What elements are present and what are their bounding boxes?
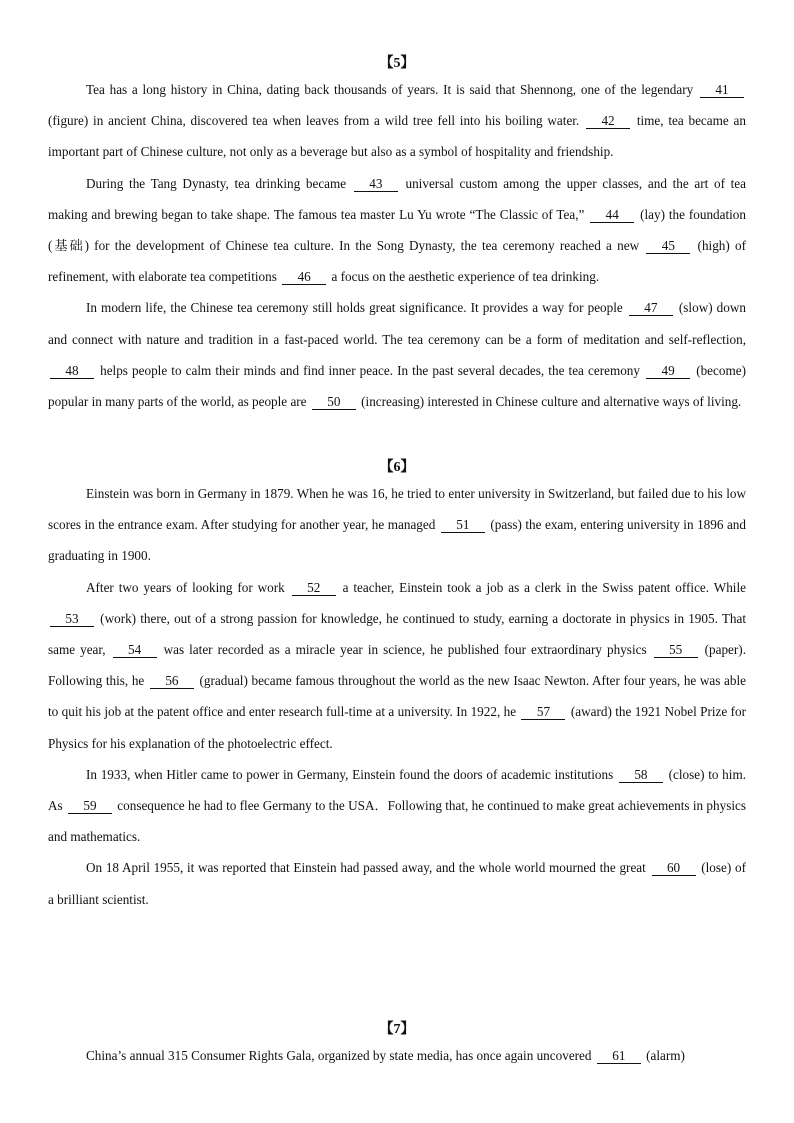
answer-blank-45[interactable]: 45 <box>646 238 690 254</box>
answer-blank-56[interactable]: 56 <box>150 673 194 689</box>
answer-blank-42[interactable]: 42 <box>586 113 630 129</box>
answer-blank-47[interactable]: 47 <box>629 300 673 316</box>
answer-blank-59[interactable]: 59 <box>68 798 112 814</box>
answer-blank-61[interactable]: 61 <box>597 1048 641 1064</box>
text-run: (award) the 1921 Nobel Prize for Physics for his explanation of the photoelectric effect. <box>48 704 746 751</box>
paragraph <box>48 759 746 853</box>
paragraph <box>48 572 746 759</box>
text-run: time, tea became an important part of Chinese culture, not only as a beverage but also as a symbol of hospitality and friendship. <box>48 113 746 160</box>
text-run: (lose) of a brilliant scientist. <box>48 860 746 907</box>
text-run: Einstein was born in Germany in 1879. When he was 16, he tried to enter university in Switzerland, but failed due to his low scores in the entrance exam. After studying for another year, he managed <box>48 486 746 533</box>
text-run: a focus on the aesthetic experience of tea drinking. <box>328 269 600 285</box>
paragraph <box>48 74 746 168</box>
text-run: (increasing) interested in Chinese culture and alternative ways of living. <box>357 394 742 410</box>
text-run: (close) to him. As <box>48 766 746 814</box>
passage-7 <box>48 1020 746 1071</box>
text-run: During the Tang Dynasty, tea drinking became <box>86 175 352 191</box>
passage-body <box>48 1040 746 1071</box>
paragraph <box>48 292 746 417</box>
text-run: (work) there, out of a strong passion for knowledge, he continued to study, earning a doctorate in physics in 1905. That same year, <box>48 610 746 658</box>
text-run: universal custom among the upper classes, and the art of tea making and brewing began to take shape. The famous tea master Lu Yu wrote “The Classic of Tea,” <box>48 175 747 222</box>
answer-blank-44[interactable]: 44 <box>590 207 634 223</box>
passage-body <box>48 478 746 915</box>
section-heading: 【5】 <box>379 56 415 71</box>
text-run: (slow) down and connect with nature and tradition in a fast-paced world. The tea ceremony can be a form of meditation and self-reflection, <box>48 300 746 347</box>
text-run: (figure) in ancient China, discovered tea when leaves from a wild tree fell into his boiling water. <box>48 113 585 129</box>
passage-5 <box>48 54 746 417</box>
section-heading: 【6】 <box>379 460 415 475</box>
paragraph <box>48 478 746 572</box>
text-run: consequence he had to flee Germany to the USA．Following that, he continued to make great achievements in physics and mathematics. <box>48 798 746 845</box>
answer-blank-49[interactable]: 49 <box>646 363 690 379</box>
answer-blank-58[interactable]: 58 <box>619 767 663 783</box>
paragraph <box>48 168 746 293</box>
text-run: In modern life, the Chinese tea ceremony still holds great significance. It provides a way for people <box>86 300 627 316</box>
answer-blank-54[interactable]: 54 <box>113 642 157 658</box>
answer-blank-51[interactable]: 51 <box>441 517 485 533</box>
answer-blank-60[interactable]: 60 <box>652 860 696 876</box>
text-run: helps people to calm their minds and find inner peace. In the past several decades, the tea ceremony <box>96 362 645 378</box>
text-run: a teacher, Einstein took a job as a clerk in the Swiss patent office. While <box>337 579 746 595</box>
answer-blank-48[interactable]: 48 <box>50 363 94 379</box>
answer-blank-55[interactable]: 55 <box>654 642 698 658</box>
text-run: was later recorded as a miracle year in science, he published four extraordinary physics <box>158 642 652 658</box>
answer-blank-46[interactable]: 46 <box>282 269 326 285</box>
section-heading: 【7】 <box>379 1022 415 1037</box>
answer-blank-57[interactable]: 57 <box>521 704 565 720</box>
answer-blank-50[interactable]: 50 <box>312 394 356 410</box>
answer-blank-52[interactable]: 52 <box>292 580 336 596</box>
text-run: After two years of looking for work <box>86 579 290 595</box>
text-run: On 18 April 1955, it was reported that Einstein had passed away, and the whole world mourned the great <box>86 860 650 876</box>
text-run: Tea has a long history in China, dating back thousands of years. It is said that Shennong, one of the legendary <box>86 82 698 97</box>
passage-body <box>48 74 746 417</box>
text-run: (paper). Following this, he <box>48 642 746 689</box>
text-run: (gradual) became famous throughout the world as the new Isaac Newton. After four years, he was able to quit his job at the patent office and enter research full-time at a university. In 1922, he <box>48 673 746 720</box>
text-run: (high) of refinement, with elaborate tea competitions <box>48 238 746 285</box>
paragraph <box>48 852 746 914</box>
answer-blank-53[interactable]: 53 <box>50 611 94 627</box>
text-run: China’s annual 315 Consumer Rights Gala, organized by state media, has once again uncovered <box>86 1048 595 1063</box>
text-run: (alarm) <box>642 1048 685 1063</box>
text-run: In 1933, when Hitler came to power in Germany, Einstein found the doors of academic institutions <box>86 766 617 782</box>
text-run: (lay) the foundation (基础) for the development of Chinese tea culture. In the Song Dynasty, the tea ceremony reached a new <box>48 206 746 254</box>
text-run: (become) popular in many parts of the world, as people are <box>48 362 746 410</box>
answer-blank-41[interactable]: 41 <box>700 82 744 98</box>
text-run: (pass) the exam, entering university in 1896 and graduating in 1900. <box>48 517 746 564</box>
answer-blank-43[interactable]: 43 <box>354 176 398 192</box>
paragraph <box>48 1040 746 1071</box>
passage-6 <box>48 458 746 915</box>
